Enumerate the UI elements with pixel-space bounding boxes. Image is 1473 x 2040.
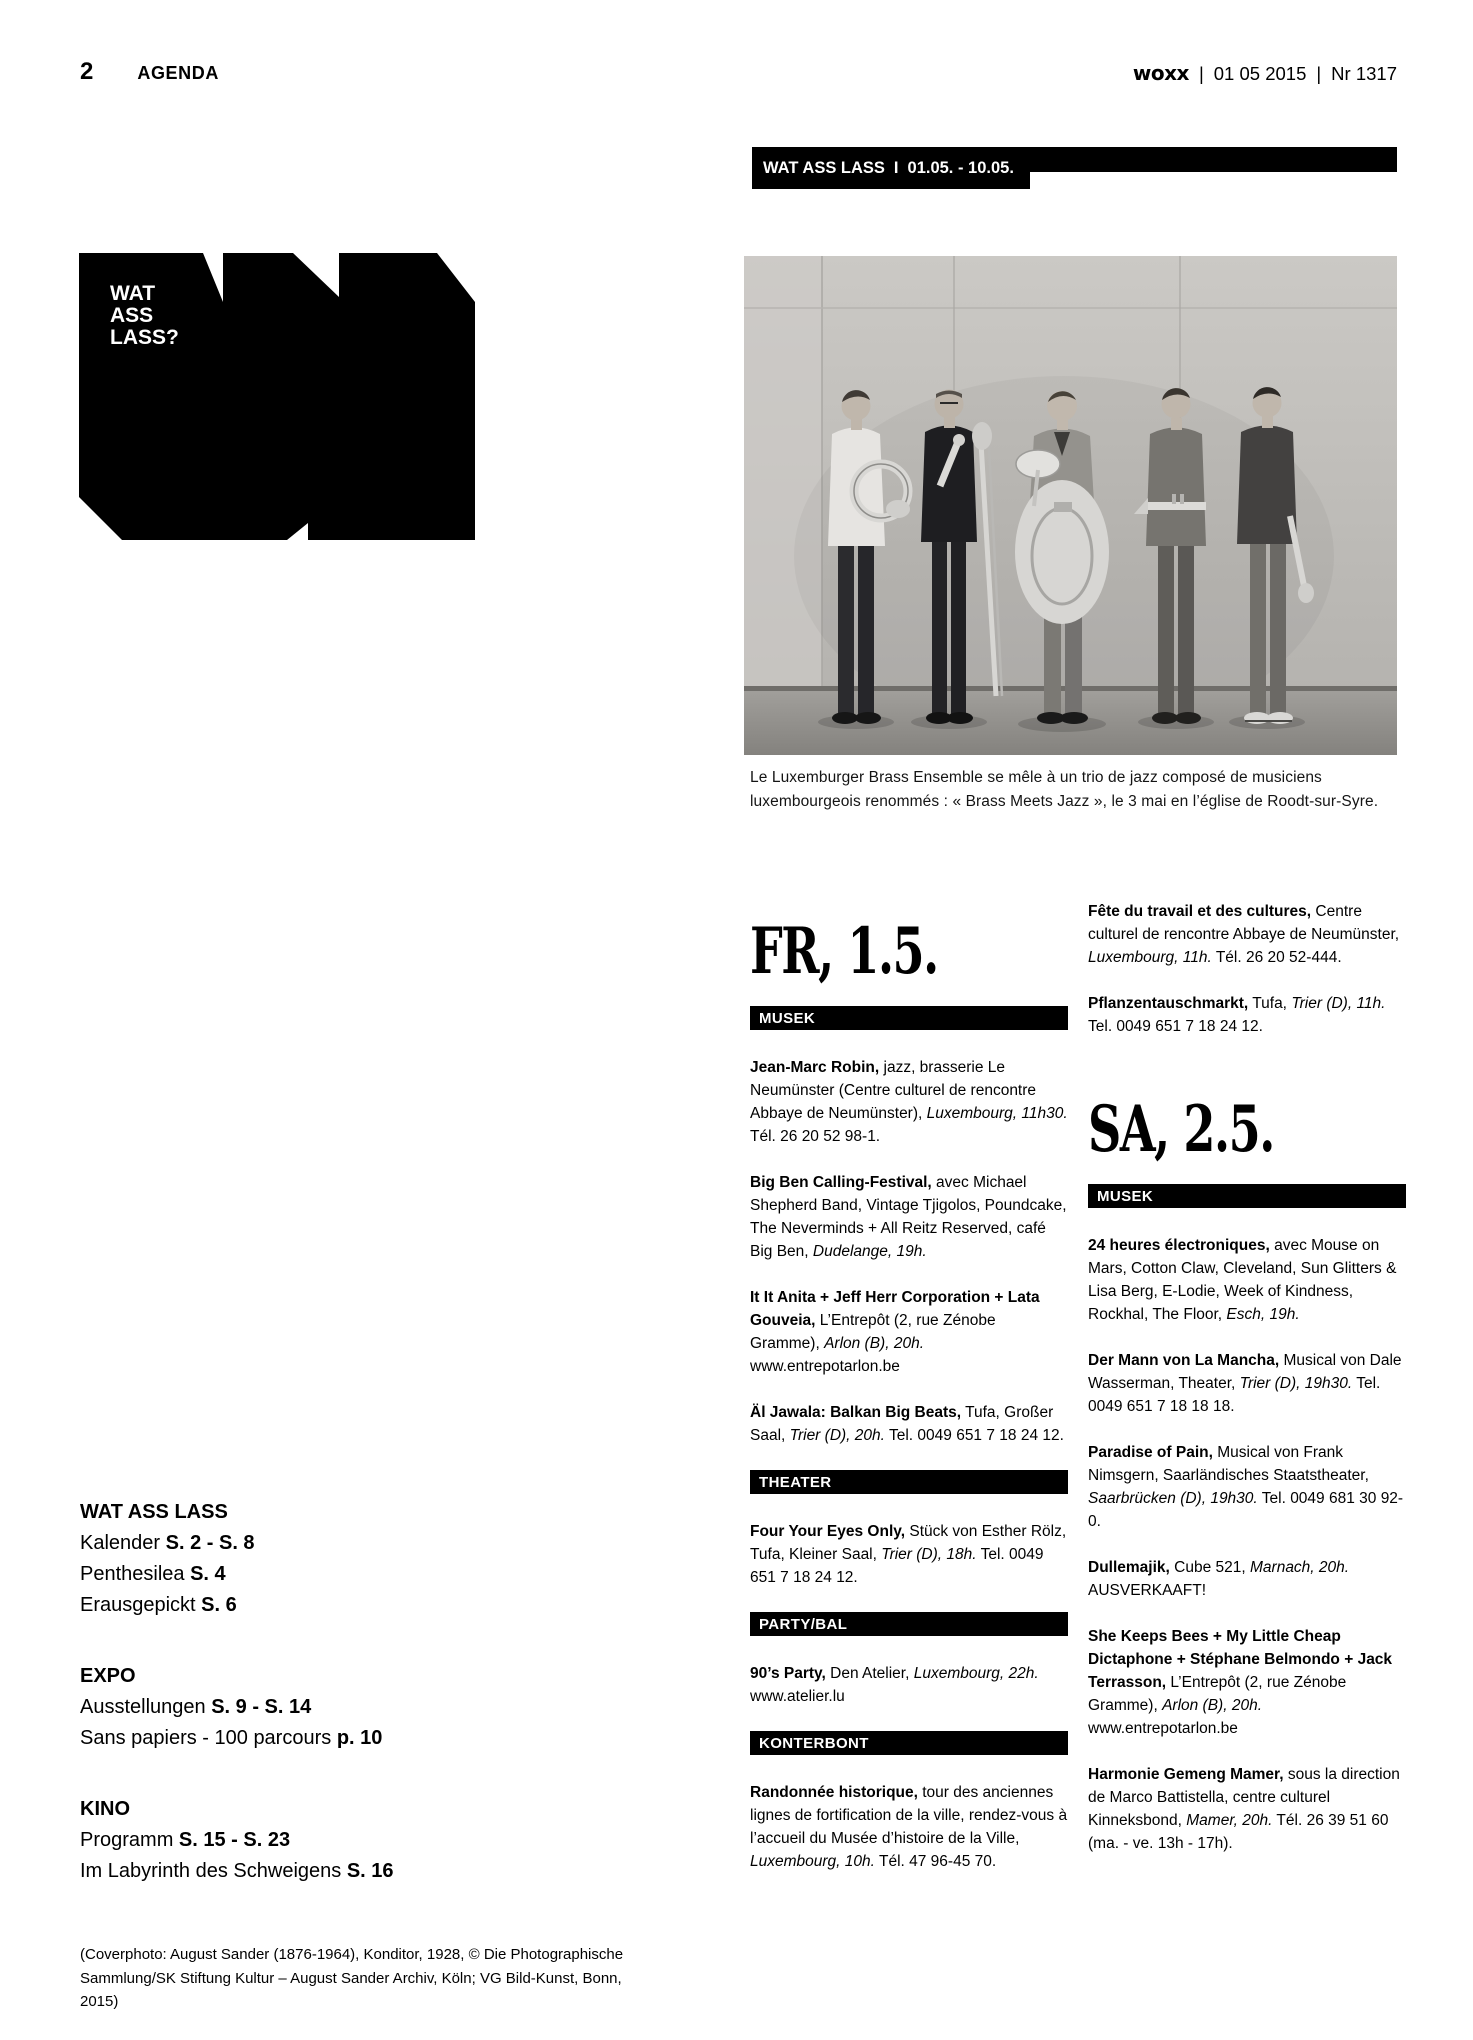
index-entry-text: Sans papiers - 100 parcours	[80, 1727, 337, 1749]
day-heading-text: FR, 1.5.	[750, 914, 938, 989]
page-header-right	[0, 61, 1397, 85]
masthead-date: 01 05 2015	[1213, 63, 1307, 84]
event-text-segment: Harmonie Gemeng Mamer,	[1088, 1766, 1284, 1783]
listing-column-right	[1088, 900, 1406, 1878]
masthead-issue: Nr 1317	[1331, 63, 1397, 84]
index-entry	[80, 1590, 658, 1621]
event-text-segment: Dudelange, 19h.	[812, 1243, 927, 1260]
index-entry-pages: p. 10	[336, 1727, 383, 1749]
event-text-segment: Tufa, Großer Saal,	[750, 1404, 1054, 1444]
issue-index	[80, 1497, 658, 2014]
event-listing	[750, 1056, 1068, 1148]
index-section-title: EXPO	[80, 1665, 136, 1687]
event-text-segment: Stück von Esther Rölz, Tufa, Kleiner Saal,	[750, 1523, 1067, 1563]
index-section-title: WAT ASS LASS	[80, 1501, 228, 1523]
event-text-segment: avec Michael Shepherd Band, Vintage Tjigolos, Poundcake, The Neverminds + All Reitz Reserved, café Big Ben,	[750, 1174, 1067, 1260]
masthead-separator: |	[1198, 63, 1204, 84]
event-text-segment: Esch, 19h.	[1226, 1306, 1300, 1323]
index-section	[80, 1497, 658, 1621]
brass-ensemble-photo	[744, 256, 1397, 755]
event-listing	[1088, 1763, 1406, 1855]
event-text-segment: Tél. 26 20 52 98-1.	[750, 1128, 881, 1145]
index-entry-pages: S. 6	[201, 1594, 237, 1616]
index-entry-text: Erausgepickt	[80, 1594, 202, 1616]
event-text-segment: Trier (D), 11h.	[1291, 995, 1386, 1012]
event-text-segment: Tel. 0049 681 30 92-0.	[1088, 1490, 1404, 1530]
index-section	[80, 1661, 658, 1754]
page-number: 2	[80, 58, 94, 85]
index-entry	[80, 1825, 658, 1856]
event-text-segment: Saarbrücken (D), 19h30.	[1088, 1490, 1258, 1507]
event-text-segment: Arlon (B), 20h.	[824, 1335, 924, 1352]
event-text-segment: Tél. 26 20 52-444.	[1211, 949, 1342, 966]
event-text-segment: Four Your Eyes Only,	[750, 1523, 906, 1540]
event-listing	[1088, 1625, 1406, 1740]
event-text-segment: Arlon (B), 20h.	[1162, 1697, 1262, 1714]
event-text-segment: Fête du travail et des cultures,	[1088, 903, 1312, 920]
index-entry-text: Penthesilea	[80, 1563, 191, 1585]
event-listing	[750, 1520, 1068, 1589]
event-text-segment: Randonnée historique,	[750, 1784, 918, 1801]
event-listing	[750, 1171, 1068, 1263]
event-text-segment: Big Ben Calling-Festival,	[750, 1174, 932, 1191]
logo-text-line: ASS	[110, 304, 154, 327]
event-text-segment: Tel. 0049 651 7 18 24 12.	[884, 1427, 1064, 1444]
index-entry-pages: S. 15 - S. 23	[178, 1829, 291, 1851]
event-text-segment: Cube 521,	[1169, 1559, 1250, 1576]
event-text-segment: Musical von Dale Wasserman, Theater,	[1088, 1352, 1402, 1392]
banner-label: WAT ASS LASS	[763, 158, 885, 177]
event-text-segment: Luxembourg, 22h.	[913, 1665, 1039, 1682]
event-text-segment: Tel. 0049 651 7 18 24 12.	[750, 1546, 1044, 1586]
event-text-segment: Paradise of Pain,	[1088, 1444, 1213, 1461]
event-text-segment: Luxembourg, 11h.	[1088, 949, 1212, 966]
event-text-segment: www.entrepotarlon.be	[1088, 1720, 1238, 1737]
event-text-segment: It It Anita + Jeff Herr Corporation + Lata Gouveia,	[750, 1289, 1040, 1329]
category-bar: THEATER	[750, 1470, 1068, 1494]
event-text-segment: Der Mann von La Mancha,	[1088, 1352, 1280, 1369]
event-listing	[1088, 1349, 1406, 1418]
event-text-segment: Musical von Frank Nimsgern, Saarländisches Staatstheater,	[1088, 1444, 1369, 1484]
day-heading-text: SA, 2.5.	[1088, 1092, 1274, 1167]
index-entry-text: Ausstellungen	[80, 1696, 212, 1718]
index-entry-text: Programm	[80, 1829, 179, 1851]
event-text-segment: L’Entrepôt (2, rue Zénobe Gramme),	[750, 1312, 996, 1352]
event-text-segment: Trier (D), 18h.	[881, 1546, 977, 1563]
category-bar: KONTERBONT	[750, 1731, 1068, 1755]
index-entry	[80, 1528, 658, 1559]
index-entry-pages: S. 9 - S. 14	[211, 1696, 312, 1718]
event-text-segment: Marnach, 20h.	[1250, 1559, 1350, 1576]
masthead-brand: woxx	[1132, 61, 1189, 85]
coverphoto-credit: (Coverphoto: August Sander (1876-1964), Konditor, 1928, © Die Photographische Sammlung/SK Stiftung Kultur – August Sander Archiv, Köln; VG Bild-Kunst, Bonn, 2015)	[80, 1946, 624, 2010]
index-entry-pages: S. 2 - S. 8	[165, 1532, 255, 1554]
day-heading	[750, 916, 1068, 988]
banner-separator: I	[893, 158, 899, 177]
index-section-title: KINO	[80, 1798, 130, 1820]
event-text-segment: Tél. 47 96-45 70.	[874, 1853, 997, 1870]
event-text-segment: 24 heures électroniques,	[1088, 1237, 1270, 1254]
event-listing	[1088, 1234, 1406, 1326]
event-text-segment: Pflanzentauschmarkt,	[1088, 995, 1249, 1012]
index-entry-pages: S. 4	[190, 1563, 226, 1585]
event-text-segment: Tufa,	[1248, 995, 1292, 1012]
index-entry-text: Kalender	[80, 1532, 166, 1554]
event-text-segment: jazz, brasserie Le Neumünster (Centre culturel de rencontre Abbaye de Neumünster),	[750, 1059, 1037, 1122]
event-text-segment: Tél. 26 39 51 60 (ma. - ve. 13h - 17h).	[1088, 1812, 1389, 1852]
index-entry	[80, 1856, 658, 1887]
event-listing	[750, 1286, 1068, 1378]
event-listing	[750, 1662, 1068, 1708]
event-text-segment: sous la direction de Marco Battistella, centre culturel Kinneksbond,	[1088, 1766, 1400, 1829]
event-text-segment: Trier (D), 20h.	[789, 1427, 885, 1444]
banner-extension-bar	[1030, 147, 1397, 172]
listing-column-middle	[750, 916, 1068, 1896]
event-text-segment: Centre culturel de rencontre Abbaye de Neumünster,	[1088, 903, 1400, 943]
category-bar: MUSEK	[750, 1006, 1068, 1030]
event-text-segment: Tel. 0049 651 7 18 24 12.	[1088, 1018, 1263, 1035]
event-text-segment: www.entrepotarlon.be	[750, 1358, 900, 1375]
photo-caption-line: Le Luxemburger Brass Ensemble se mêle à un trio de jazz composé de musiciens	[750, 769, 1322, 786]
index-sections	[80, 1497, 658, 1887]
wat-ass-lass-logo	[79, 253, 475, 542]
event-listing	[1088, 1556, 1406, 1602]
section-title: AGENDA	[137, 63, 219, 83]
event-text-segment: Den Atelier,	[825, 1665, 914, 1682]
index-section	[80, 1794, 658, 1887]
event-listing	[750, 1401, 1068, 1447]
masthead-separator: |	[1316, 63, 1322, 84]
index-entry	[80, 1692, 658, 1723]
day-heading	[1088, 1094, 1406, 1166]
event-text-segment: tour des anciennes lignes de fortification de la ville, rendez-vous à l’accueil du Musée d’histoire de la Ville,	[750, 1784, 1068, 1847]
photo-caption-line: luxembourgeois renommés : « Brass Meets Jazz », le 3 mai en l’église de Roodt-sur-Syre.	[750, 793, 1379, 810]
event-text-segment: Luxembourg, 11h30.	[926, 1105, 1068, 1122]
section-banner	[752, 147, 1030, 189]
event-text-segment: avec Mouse on Mars, Cotton Claw, Cleveland, Sun Glitters & Lisa Berg, E-Lodie, Week of Kindness, Rockhal, The Floor,	[1088, 1237, 1397, 1323]
index-entry	[80, 1559, 658, 1590]
event-text-segment: Mamer, 20h.	[1186, 1812, 1273, 1829]
event-listing	[1088, 900, 1406, 969]
event-text-segment: www.atelier.lu	[750, 1688, 845, 1705]
banner-date-range: 01.05. - 10.05.	[907, 158, 1014, 177]
logo-text-line: WAT	[110, 282, 156, 305]
event-text-segment: AUSVERKAAFT!	[1088, 1582, 1206, 1599]
event-text-segment: Äl Jawala: Balkan Big Beats,	[750, 1404, 962, 1421]
event-text-segment: Dullemajik,	[1088, 1559, 1170, 1576]
event-text-segment: She Keeps Bees + My Little Cheap Dictaphone + Stéphane Belmondo + Jack Terrasson,	[1088, 1628, 1393, 1691]
event-listing	[1088, 992, 1406, 1038]
logo-text-line: LASS?	[110, 326, 179, 349]
event-text-segment: L’Entrepôt (2, rue Zénobe Gramme),	[1088, 1674, 1347, 1714]
event-text-segment: Jean-Marc Robin,	[750, 1059, 880, 1076]
category-bar: MUSEK	[1088, 1184, 1406, 1208]
event-text-segment: 90’s Party,	[750, 1665, 826, 1682]
index-entry-text: Im Labyrinth des Schweigens	[80, 1860, 347, 1882]
event-listing	[1088, 1441, 1406, 1533]
event-text-segment: Tel. 0049 651 7 18 18 18.	[1088, 1375, 1381, 1415]
event-text-segment: Luxembourg, 10h.	[750, 1853, 875, 1870]
event-text-segment: Trier (D), 19h30.	[1239, 1375, 1353, 1392]
index-entry-pages: S. 16	[346, 1860, 394, 1882]
event-listing	[750, 1781, 1068, 1873]
photo-caption	[750, 766, 1378, 814]
category-bar: PARTY/BAL	[750, 1612, 1068, 1636]
index-entry	[80, 1723, 658, 1754]
